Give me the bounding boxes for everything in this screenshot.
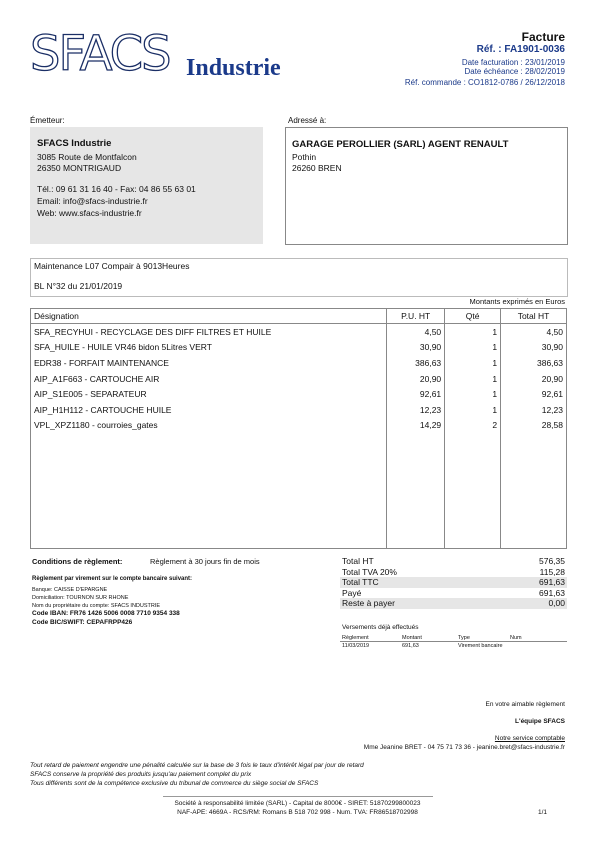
cell-quantity: 1 — [445, 324, 501, 340]
currency-note: Montants exprimés en Euros — [469, 297, 565, 306]
page-number: 1/1 — [537, 809, 547, 816]
cell-quantity: 1 — [445, 386, 501, 402]
note-line1: Maintenance L07 Compair à 9013Heures — [34, 261, 190, 271]
table-row — [31, 386, 567, 402]
recipient-box — [285, 127, 568, 245]
cell-designation: AIP_A1F663 - CARTOUCHE AIR — [31, 371, 387, 387]
table-row — [31, 418, 567, 434]
issuer-email: Email: info@sfacs-industrie.fr — [37, 196, 148, 206]
issuer-address2: 26350 MONTRIGAUD — [37, 163, 122, 173]
table-row — [31, 371, 567, 387]
issuer-label: Émetteur: — [30, 116, 65, 125]
footer-line1: Société à responsabilité limitée (SARL) - Capital de 8000€ - SIRET: 51870299800023 — [174, 800, 421, 807]
total-row: Total HT 576,35 — [342, 556, 565, 566]
payment-terms-value: Règlement à 30 jours fin de mois — [150, 557, 260, 566]
total-row: Total TTC 691,63 — [342, 577, 565, 587]
items-table — [30, 308, 567, 549]
col-designation: Désignation — [31, 309, 387, 324]
footer-divider — [163, 796, 433, 797]
cell-designation: VPL_XPZ1180 - courroies_gates — [31, 418, 387, 434]
cell-unit-price: 386,63 — [387, 355, 445, 371]
cell-total: 4,50 — [501, 324, 567, 340]
cell-designation: SFA_RECYHUI - RECYCLAGE DES DIFF FILTRES ET HUILE — [31, 324, 387, 340]
closing-contact: Mme Jeanine BRET - 04 75 71 73 36 - jeanine.bret@sfacs-industrie.fr — [363, 744, 565, 751]
footer-line2: NAF-APE: 4669A - RCS/RM: Romans B 518 702 998 - Num. TVA: FR86518702998 — [177, 809, 418, 816]
invoice-date: Date facturation : 23/01/2019 — [461, 58, 565, 67]
payments-title: Versements déjà effectués — [342, 624, 419, 631]
iban: Code IBAN: FR76 1426 5006 0008 7710 9354 338 — [32, 610, 180, 617]
recipient-label: Adressé à: — [288, 116, 327, 125]
table-row — [31, 324, 567, 340]
cell-total: 30,90 — [501, 340, 567, 356]
company-logo-subtitle: Industrie — [186, 55, 281, 81]
total-row: Reste à payer 0,00 — [342, 598, 565, 608]
cell-total: 92,61 — [501, 386, 567, 402]
table-row — [31, 355, 567, 371]
recipient-name: GARAGE PEROLLIER (SARL) AGENT RENAULT — [292, 139, 509, 150]
issuer-box — [30, 127, 263, 244]
cell-unit-price: 14,29 — [387, 418, 445, 434]
cell-quantity: 1 — [445, 340, 501, 356]
cell-designation: AIP_S1E005 - SEPARATEUR — [31, 386, 387, 402]
cell-total: 20,90 — [501, 371, 567, 387]
note-line2: BL N°32 du 21/01/2019 — [34, 281, 123, 291]
issuer-web: Web: www.sfacs-industrie.fr — [37, 208, 142, 218]
issuer-name: SFACS Industrie — [37, 138, 112, 149]
document-title: Facture — [521, 30, 565, 44]
cell-unit-price: 20,90 — [387, 371, 445, 387]
cell-total: 28,58 — [501, 418, 567, 434]
cell-designation: EDR38 - FORFAIT MAINTENANCE — [31, 355, 387, 371]
cell-total: 386,63 — [501, 355, 567, 371]
cell-quantity: 2 — [445, 418, 501, 434]
bic: Code BIC/SWIFT: CEPAFRPP426 — [32, 619, 133, 626]
col-unit-price: P.U. HT — [387, 309, 445, 324]
order-reference: Réf. commande : CO1812-0786 / 26/12/2018 — [404, 78, 565, 87]
bank-name: Banque: CAISSE D'EPARGNE — [32, 587, 108, 593]
total-row: Payé 691,63 — [342, 587, 565, 598]
legal-line2: SFACS conserve la propriété des produits jusqu'au paiement complet du prix — [30, 771, 252, 778]
total-row: Total TVA 20% 115,28 — [342, 566, 565, 577]
cell-quantity: 1 — [445, 355, 501, 371]
cell-quantity: 1 — [445, 402, 501, 418]
account-owner: Nom du propriétaire du compte: SFACS INDUSTRIE — [32, 603, 161, 609]
cell-unit-price: 30,90 — [387, 340, 445, 356]
closing-greeting: En votre aimable règlement — [485, 701, 565, 708]
recipient-line1: Pothin — [292, 152, 317, 162]
cell-unit-price: 92,61 — [387, 386, 445, 402]
col-total: Total HT — [501, 309, 567, 324]
cell-total: 12,23 — [501, 402, 567, 418]
cell-unit-price: 12,23 — [387, 402, 445, 418]
cell-designation: SFA_HUILE - HUILE VR46 bidon 5Litres VERT — [31, 340, 387, 356]
closing-team: L'équipe SFACS — [515, 718, 565, 725]
totals-block — [340, 556, 567, 609]
cell-designation: AIP_H1H112 - CARTOUCHE HUILE — [31, 402, 387, 418]
note-box — [30, 258, 568, 297]
issuer-address1: 3085 Route de Montfalcon — [37, 152, 137, 162]
bank-domiciliation: Domiciliation: TOURNON SUR RHONE — [32, 595, 129, 601]
invoice-reference: Réf. : FA1901-0036 — [476, 44, 565, 55]
due-date: Date échéance : 28/02/2019 — [464, 67, 565, 76]
company-logo: SFACS — [30, 26, 170, 82]
table-filler-row — [31, 433, 567, 549]
payments-header: Règlement Montant Type Num — [340, 635, 567, 642]
recipient-line2: 26260 BREN — [292, 163, 342, 173]
legal-line3: Tous différents sont de la compétence exclusive du tribunal de commerce du siège social de SFACS — [30, 780, 319, 787]
payment-terms-label: Conditions de règlement: — [32, 557, 123, 566]
table-header-row — [31, 309, 567, 324]
col-quantity: Qté — [445, 309, 501, 324]
closing-service: Notre service comptable — [494, 735, 565, 742]
transfer-title: Règlement par virement sur le compte bancaire suivant: — [32, 576, 193, 582]
cell-quantity: 1 — [445, 371, 501, 387]
table-row — [31, 402, 567, 418]
legal-line1: Tout retard de paiement engendre une pénalité calculée sur la base de 3 fois le taux d'intérêt légal par jour de retard — [30, 762, 364, 769]
table-row — [31, 340, 567, 356]
cell-unit-price: 4,50 — [387, 324, 445, 340]
issuer-phone: Tél.: 09 61 31 16 40 - Fax: 04 86 55 63 01 — [37, 184, 196, 194]
payment-row: 11/03/2019 691,63 Virement bancaire — [342, 643, 503, 649]
